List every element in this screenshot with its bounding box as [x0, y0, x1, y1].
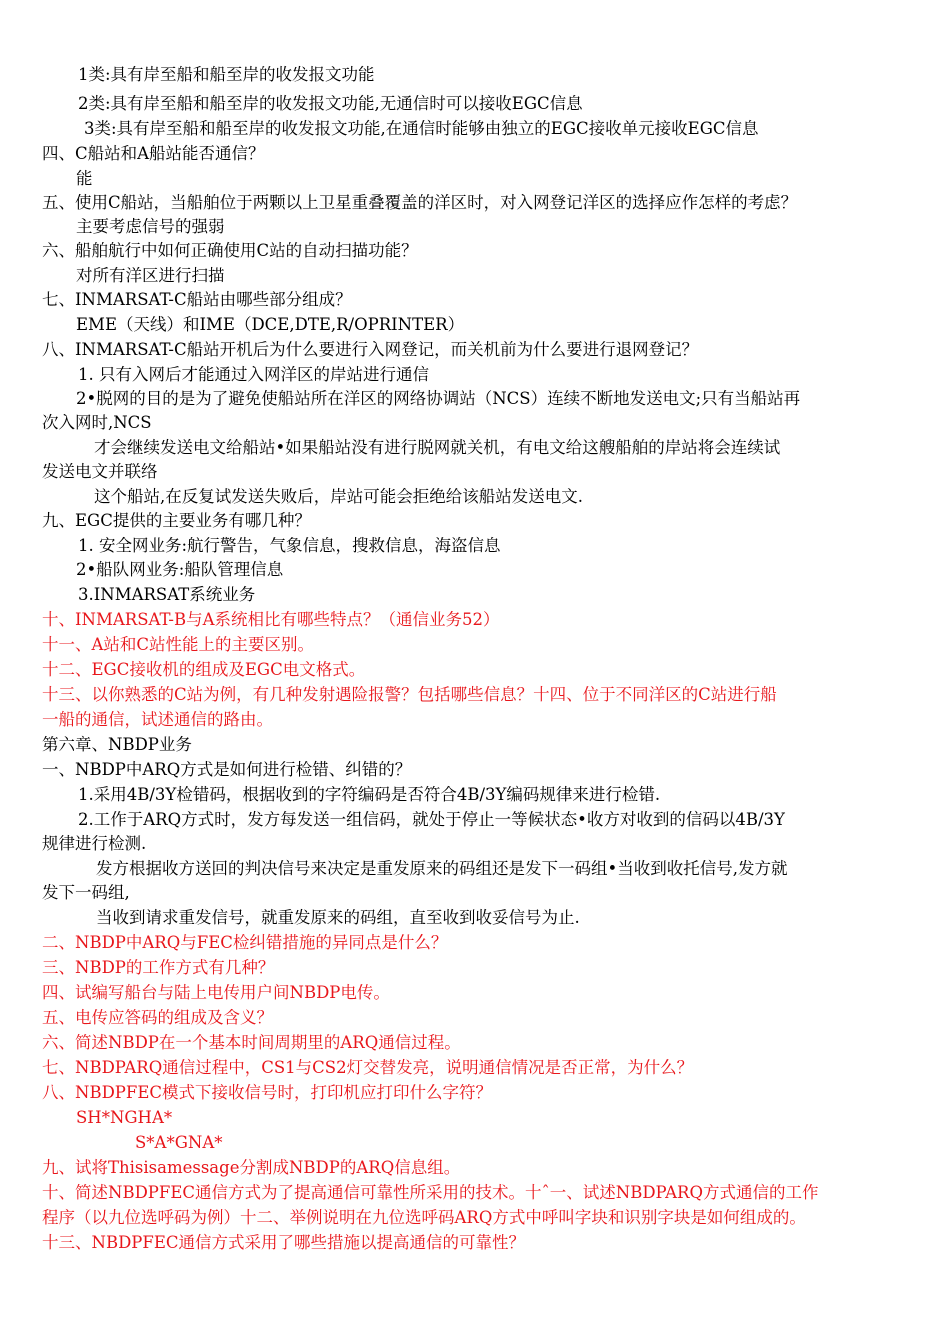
text-line: 规律进行检测. [42, 834, 147, 853]
question-line: 十三、NBDPFEC通信方式采用了哪些措施以提高通信的可靠性？ [42, 1233, 526, 1252]
text-line: 发方根据收方送回的判决信号来决定是重发原来的码组还是发下一码组•当收到收托信号,发方就 [96, 859, 788, 878]
text-line: 3类:具有岸至船和船至岸的收发报文功能,在通信时能够由独立的EGC接收单元接收EGC信息 [84, 119, 759, 138]
text-line: 1.采用4B/3Y检错码，根据收到的字符编码是否符合4B/3Y编码规律来进行检错. [78, 785, 661, 804]
section-heading: 五、使用C船站，当船舶位于两颗以上卫星重叠覆盖的洋区时，对入网登记洋区的选择应作怎样的考虑？ [42, 193, 798, 212]
question-line: 八、NBDPFEC模式下接收信号时，打印机应打印什么字符？ [42, 1083, 493, 1102]
text-line: 次入网时,NCS [42, 413, 152, 432]
section-heading: 一、NBDP中ARQ方式是如何进行检错、纠错的？ [42, 760, 412, 779]
text-line: 发送电文并联络 [42, 462, 158, 481]
text-line: 能 [76, 169, 93, 188]
question-line: 四、试编写船台与陆上电传用户间NBDP电传。 [42, 983, 390, 1002]
text-line: 2类:具有岸至船和船至岸的收发报文功能,无通信时可以接收EGC信息 [78, 94, 583, 113]
question-line: 十二、EGC接收机的组成及EGC电文格式。 [42, 660, 366, 679]
question-line: 二、NBDP中ARQ与FEC检纠错措施的异同点是什么？ [42, 933, 448, 952]
text-line: EME（天线）和IME（DCE,DTE,R/OPRINTER） [76, 315, 465, 334]
text-line: 1. 安全网业务:航行警告，气象信息，搜救信息，海盗信息 [78, 536, 501, 555]
section-heading: 九、EGC提供的主要业务有哪几种？ [42, 511, 311, 530]
chapter-heading: 第六章、NBDP业务 [42, 735, 192, 754]
text-line: 对所有洋区进行扫描 [76, 266, 225, 285]
question-line: 九、试将Thisisamessage分割成NBDP的ARQ信息组。 [42, 1158, 461, 1177]
section-heading: 四、C船站和A船站能否通信？ [42, 144, 265, 163]
text-line: 1类:具有岸至船和船至岸的收发报文功能 [78, 65, 375, 84]
question-line: 五、电传应答码的组成及含义？ [42, 1008, 273, 1027]
text-line: 2.工作于ARQ方式时，发方每发送一组信码，就处于停止一等候状态•收方对收到的信码以4B/3Y [78, 810, 785, 829]
text-line: 这个船站,在反复试发送失败后，岸站可能会拒绝给该船站发送电文. [94, 487, 583, 506]
question-line: 十三、以你熟悉的C站为例，有几种发射遇险报警？包括哪些信息？十四、位于不同洋区的C站进行船 [42, 685, 777, 704]
question-line: 六、简述NBDP在一个基本时间周期里的ARQ通信过程。 [42, 1033, 461, 1052]
section-heading: 七、INMARSAT-C船站由哪些部分组成？ [42, 290, 352, 309]
question-line: 十、简述NBDPFEC通信方式为了提高通信可靠性所采用的技术。十ˆ一、试述NBDPARQ方式通信的工作 [42, 1183, 819, 1202]
text-line: 2•船队网业务:船队管理信息 [76, 560, 284, 579]
question-line: 十、INMARSAT-B与A系统相比有哪些特点？（通信业务52） [42, 610, 500, 629]
text-line: 发下一码组, [42, 883, 130, 902]
section-heading: 六、船舶航行中如何正确使用C站的自动扫描功能？ [42, 241, 418, 260]
question-line: 一船的通信，试述通信的路由。 [42, 710, 273, 729]
text-line: 主要考虑信号的强弱 [76, 217, 225, 236]
text-line: S*A*GNA* [135, 1133, 223, 1152]
text-line: 1. 只有入网后才能通过入网洋区的岸站进行通信 [78, 365, 429, 384]
question-line: 三、NBDP的工作方式有几种？ [42, 958, 275, 977]
text-line: 2•脱网的目的是为了避免使船站所在洋区的网络协调站（NCS）连续不断地发送电文;只有当船站再 [76, 389, 801, 408]
question-line: 程序（以九位选呼码为例）十二、举例说明在九位选呼码ARQ方式中呼叫字块和识别字块是如何组成的。 [42, 1208, 806, 1227]
text-line: 才会继续发送电文给船站•如果船站没有进行脱网就关机，有电文给这艘船舶的岸站将会连续试 [94, 438, 781, 457]
text-line: 3.INMARSAT系统业务 [78, 585, 256, 604]
text-line: SH*NGHA* [76, 1108, 173, 1127]
question-line: 十一、A站和C站性能上的主要区别。 [42, 635, 315, 654]
question-line: 七、NBDPARQ通信过程中，CS1与CS2灯交替发亮，说明通信情况是否正常，为什么？ [42, 1058, 694, 1077]
text-line: 当收到请求重发信号，就重发原来的码组，直至收到收妥信号为止. [96, 908, 580, 927]
section-heading: 八、INMARSAT-C船站开机后为什么要进行入网登记，而关机前为什么要进行退网登记？ [42, 340, 699, 359]
